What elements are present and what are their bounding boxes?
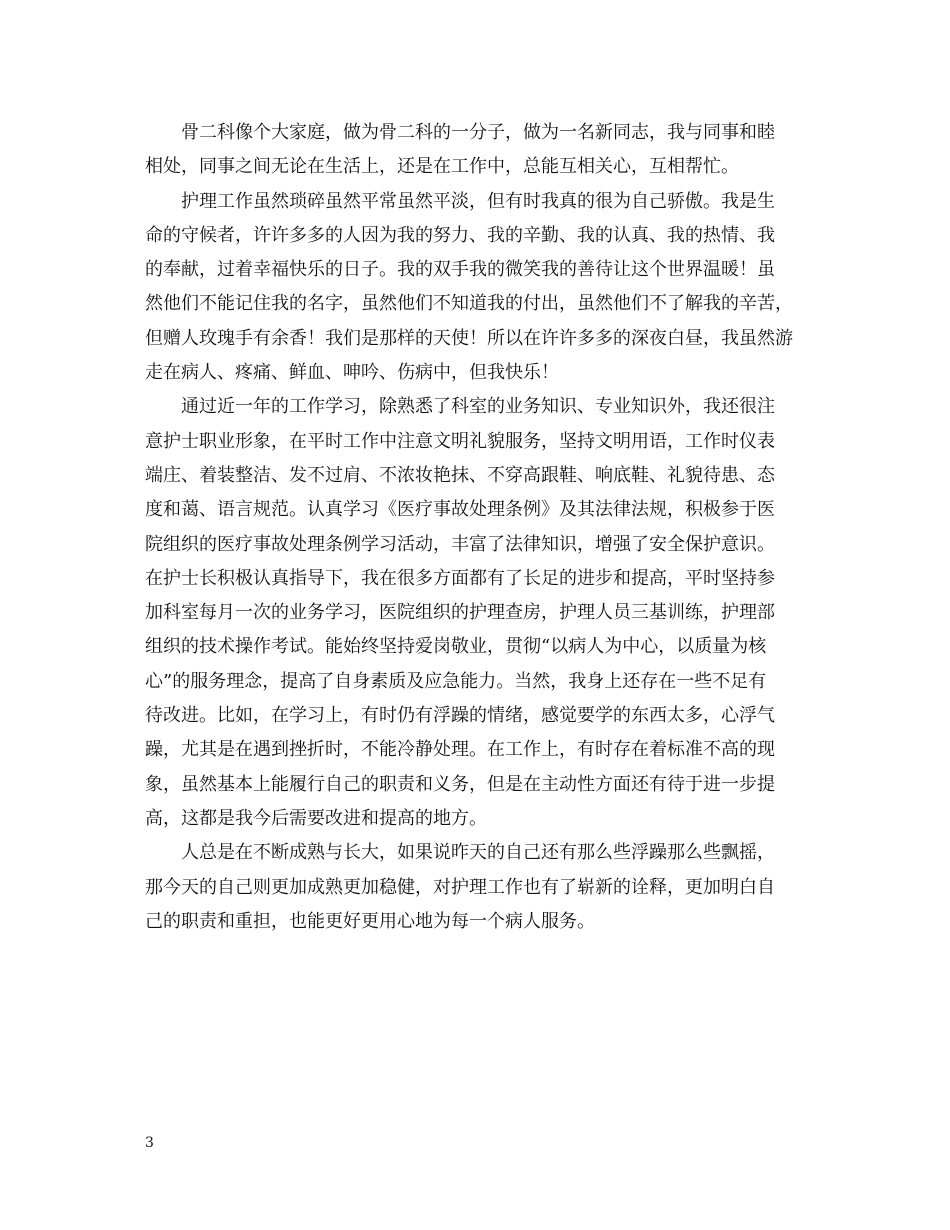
paragraph-line: 的奉献，过着幸福快乐的日子。我的双手我的微笑我的善待让这个世界温暖！虽 bbox=[145, 259, 775, 281]
paragraph-first-line: 护理工作虽然琐碎虽然平常虽然平淡，但有时我真的很为自己骄傲。我是生 bbox=[181, 190, 775, 212]
paragraph-line: 走在病人、疼痛、鲜血、呻吟、伤病中，但我快乐！ bbox=[145, 362, 559, 384]
paragraph-line: 高，这都是我今后需要改进和提高的地方。 bbox=[145, 807, 487, 829]
paragraph-line: 度和蔼、语言规范。认真学习《医疗事故处理条例》及其法律法规，积极参于医 bbox=[145, 499, 775, 521]
paragraph-line: 相处，同事之间无论在生活上，还是在工作中，总能互相关心，互相帮忙。 bbox=[145, 156, 739, 178]
paragraph-line: 那今天的自己则更加成熟更加稳健，对护理工作也有了崭新的诠释，更加明白自 bbox=[145, 876, 775, 898]
paragraph-line: 意护士职业形象，在平时工作中注意文明礼貌服务，坚持文明用语，工作时仪表 bbox=[145, 430, 775, 452]
paragraph-line: 在护士长积极认真指导下，我在很多方面都有了长足的进步和提高，平时坚持参 bbox=[145, 567, 775, 589]
paragraph-line: 躁，尤其是在遇到挫折时，不能冷静处理。在工作上，有时存在着标准不高的现 bbox=[145, 739, 775, 761]
page-number: 3 bbox=[145, 1135, 154, 1151]
paragraph-line: 心”的服务理念，提高了自身素质及应急能力。当然，我身上还存在一些不足有 bbox=[145, 670, 767, 692]
paragraph-line: 但赠人玫瑰手有余香！我们是那样的天使！所以在许许多多的深夜白昼，我虽然游 bbox=[145, 327, 793, 349]
paragraph-line: 端庄、着装整洁、发不过肩、不浓妆艳抹、不穿高跟鞋、响底鞋、礼貌待患、态 bbox=[145, 464, 775, 486]
paragraph-first-line: 通过近一年的工作学习，除熟悉了科室的业务知识、专业知识外，我还很注 bbox=[181, 396, 775, 418]
paragraph-line: 然他们不能记住我的名字，虽然他们不知道我的付出，虽然他们不了解我的辛苦， bbox=[145, 293, 793, 315]
paragraph-line: 待改进。比如，在学习上，有时仍有浮躁的情绪，感觉要学的东西太多，心浮气 bbox=[145, 705, 775, 727]
paragraph-first-line: 骨二科像个大家庭，做为骨二科的一分子，做为一名新同志，我与同事和睦 bbox=[181, 122, 775, 143]
paragraph-first-line: 人总是在不断成熟与长大，如果说昨天的自己还有那么些浮躁那么些飘摇， bbox=[181, 842, 775, 864]
paragraph-line: 组织的技术操作考试。能始终坚持爱岗敬业，贯彻“以病人为中心，以质量为核 bbox=[145, 636, 767, 658]
paragraph-line: 象，虽然基本上能履行自己的职责和义务，但是在主动性方面还有待于进一步提 bbox=[145, 773, 775, 795]
document-body bbox=[145, 116, 805, 939]
paragraph-line: 院组织的医疗事故处理条例学习活动，丰富了法律知识，增强了安全保护意识。 bbox=[145, 533, 775, 555]
paragraph-line: 加科室每月一次的业务学习，医院组织的护理查房，护理人员三基训练，护理部 bbox=[145, 602, 775, 624]
paragraph-line: 己的职责和重担，也能更好更用心地为每一个病人服务。 bbox=[145, 910, 595, 932]
paragraph-line: 命的守候者，许许多多的人因为我的努力、我的辛勤、我的认真、我的热情、我 bbox=[145, 224, 775, 246]
